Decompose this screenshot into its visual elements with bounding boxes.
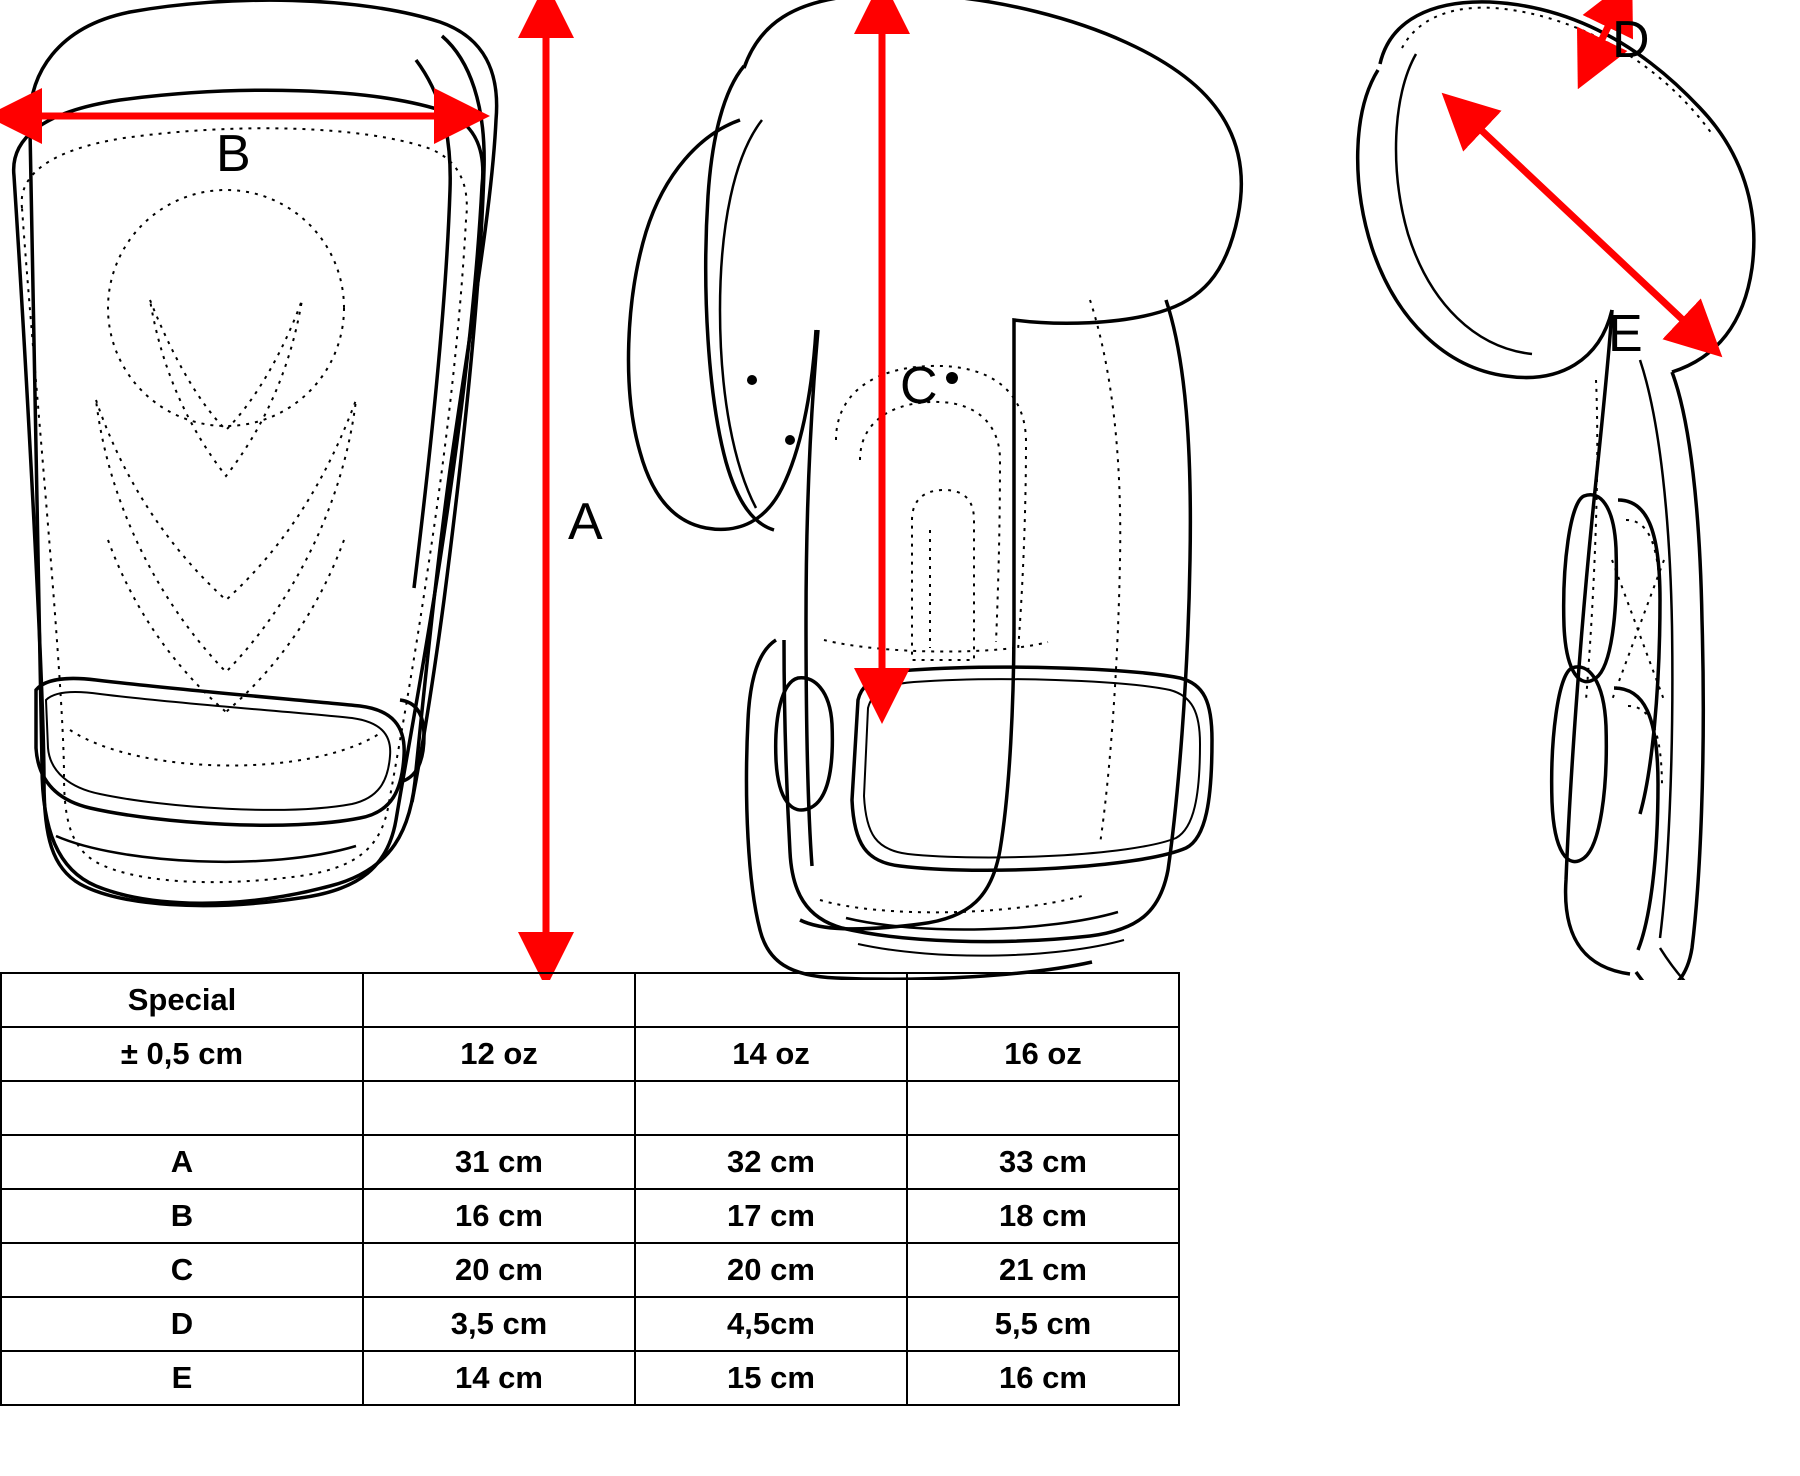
table-row: [1, 1351, 1179, 1405]
dimension-arrow-e: [1462, 112, 1702, 338]
cell-c-16oz: 21 cm: [907, 1243, 1179, 1297]
table-title-blank-2: [635, 973, 907, 1027]
row-label-e: E: [1, 1351, 363, 1405]
table-spacer-cell-3: [635, 1081, 907, 1135]
dimension-label-a: A: [568, 493, 603, 551]
cell-c-12oz: 20 cm: [363, 1243, 635, 1297]
cell-e-16oz: 16 cm: [907, 1351, 1179, 1405]
table-spacer-cell-1: [1, 1081, 363, 1135]
table-row-spacer: [1, 1081, 1179, 1135]
cell-b-14oz: 17 cm: [635, 1189, 907, 1243]
table-row: [1, 1189, 1179, 1243]
table-title-blank-3: [907, 973, 1179, 1027]
cell-d-16oz: 5,5 cm: [907, 1297, 1179, 1351]
table-header-12oz: 12 oz: [363, 1027, 635, 1081]
dimension-label-c: C: [900, 357, 938, 415]
dimension-label-e: E: [1608, 305, 1643, 363]
table-row-title: [1, 973, 1179, 1027]
cell-c-14oz: 20 cm: [635, 1243, 907, 1297]
table-title-cell: Special: [1, 973, 363, 1027]
cell-d-12oz: 3,5 cm: [363, 1297, 635, 1351]
cell-b-12oz: 16 cm: [363, 1189, 635, 1243]
row-label-c: C: [1, 1243, 363, 1297]
glove-back-view: [1358, 2, 1754, 980]
cell-e-12oz: 14 cm: [363, 1351, 635, 1405]
row-label-a: A: [1, 1135, 363, 1189]
glove-front-view: [14, 0, 497, 905]
table-header-16oz: 16 oz: [907, 1027, 1179, 1081]
cell-b-16oz: 18 cm: [907, 1189, 1179, 1243]
table-row: [1, 1135, 1179, 1189]
table-title-blank-1: [363, 973, 635, 1027]
cell-a-12oz: 31 cm: [363, 1135, 635, 1189]
table-spacer-cell-4: [907, 1081, 1179, 1135]
table-header-14oz: 14 oz: [635, 1027, 907, 1081]
dimension-label-b: B: [216, 125, 251, 183]
row-label-d: D: [1, 1297, 363, 1351]
table-row-header: [1, 1027, 1179, 1081]
glove-side-view: [629, 0, 1242, 979]
dimension-label-d: D: [1612, 11, 1650, 69]
cell-d-14oz: 4,5cm: [635, 1297, 907, 1351]
cell-a-14oz: 32 cm: [635, 1135, 907, 1189]
table-row: [1, 1243, 1179, 1297]
cell-a-16oz: 33 cm: [907, 1135, 1179, 1189]
size-chart-table: [0, 972, 1180, 1406]
row-label-b: B: [1, 1189, 363, 1243]
table-row: [1, 1297, 1179, 1351]
cell-e-14oz: 15 cm: [635, 1351, 907, 1405]
table-spacer-cell-2: [363, 1081, 635, 1135]
table-tolerance-cell: ± 0,5 cm: [1, 1027, 363, 1081]
